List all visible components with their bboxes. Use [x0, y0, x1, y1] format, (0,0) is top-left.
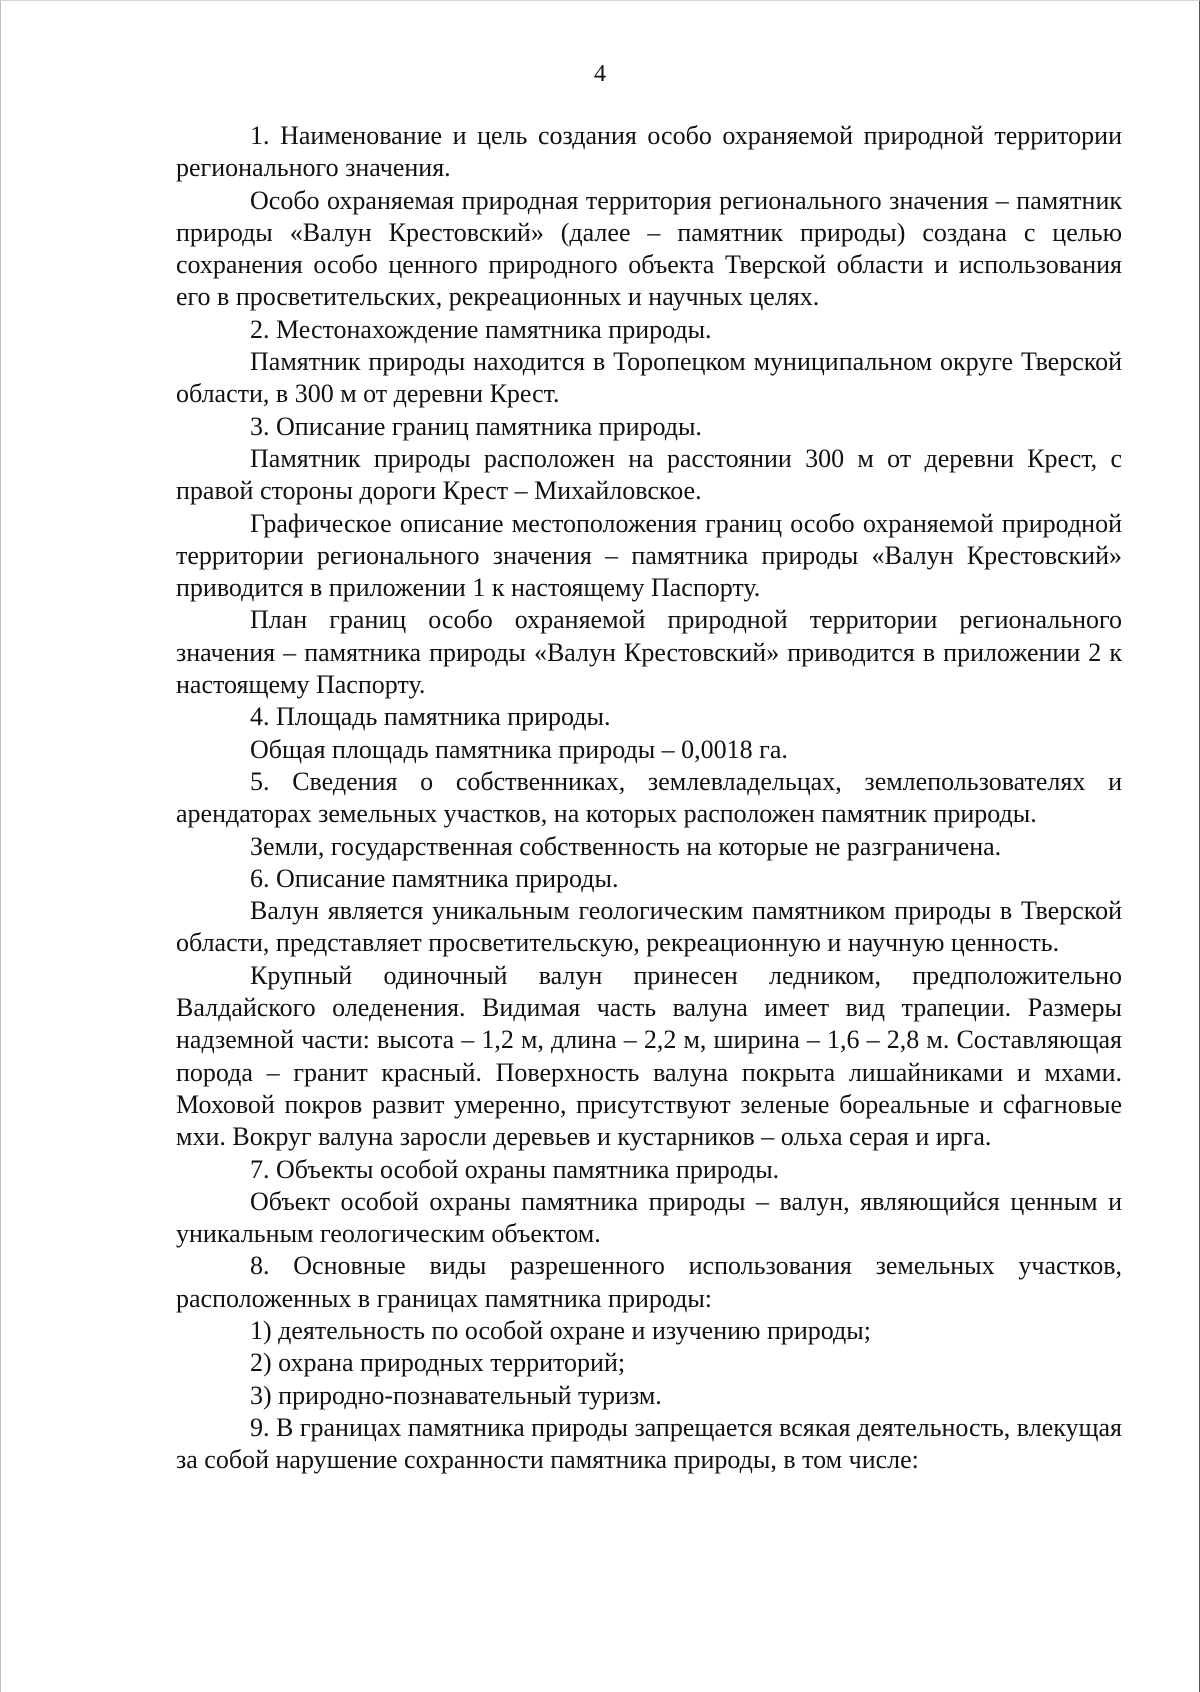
section-9-heading: 9. В границах памятника природы запрещается всякая деятельность, влекущая за собой нарушение сохранности памятника природы, в том числе:: [176, 1412, 1123, 1475]
section-8-item-2: 2) охрана природных территорий;: [250, 1348, 626, 1378]
section-1-text: Особо охраняемая природная территория регионального значения – памятник природы «Валун Крестовский» (далее – памятник природы) создана с целью сохранения особо ценного природного объекта Тверской области и использования его в просветительских, рекреационных и научных целях.: [176, 185, 1122, 312]
section-4-heading: 4. Площадь памятника природы.: [250, 702, 611, 732]
section-3-text: Памятник природы расположен на расстоянии 300 м от деревни Крест, с правой стороны дороги Крест – Михайловское.: [176, 443, 1122, 506]
section-4-text: Общая площадь памятника природы – 0,0018 га.: [250, 734, 788, 764]
section-6-heading: 6. Описание памятника природы.: [250, 863, 619, 893]
section-8-heading: 8. Основные виды разрешенного использования земельных участков, расположенных в границах памятника природы:: [176, 1251, 1122, 1313]
section-5-heading: 5. Сведения о собственниках, землевладельцах, землепользователях и арендаторах земельных участков, на которых расположен памятник природы.: [176, 766, 1122, 829]
section-3-boundary-plan: План границ особо охраняемой природной территории регионального значения – памятника природы «Валун Крестовский» приводится в приложении 2 к настоящему Паспорту.: [176, 605, 1122, 700]
section-7-text: Объект особой охраны памятника природы – валун, являющийся ценным и уникальным геологическим объектом.: [176, 1186, 1122, 1249]
section-8-item-1: 1) деятельность по особой охране и изучению природы;: [250, 1315, 871, 1345]
page-number: 4: [594, 61, 606, 87]
section-2-text: Памятник природы находится в Торопецком муниципальном округе Тверской области, в 300 м от деревни Крест.: [176, 347, 1122, 409]
section-6-boulder-description: Крупный одиночный валун принесен ледником, предположительно Валдайского оледенения. Видимая часть валуна имеет вид трапеции. Размеры надземной части: высота – 1,2 м, длина – 2,2 м, ширина – 1,6 – 2,8 м. Составляющая порода – гранит красный. Поверхность валуна покрыта лишайниками и мхами. Моховой покров развит умеренно, присутствуют зеленые бореальные и сфагновые мхи. Вокруг валуна заросли деревьев и кустарников – ольха серая и ирга.: [176, 960, 1122, 1152]
section-1-heading: 1. Наименование и цель создания особо охраняемой природной территории регионального значения.: [176, 121, 1122, 183]
section-3-graphic-description: Графическое описание местоположения границ особо охраняемой природной территории регионального значения – памятника природы «Валун Крестовский» приводится в приложении 1 к настоящему Паспорту.: [176, 508, 1122, 603]
section-5-text: Земли, государственная собственность на которые не разграничена.: [250, 831, 1002, 861]
section-7-heading: 7. Объекты особой охраны памятника природы.: [250, 1154, 780, 1184]
section-8-item-3: 3) природно-познавательный туризм.: [250, 1380, 662, 1410]
section-6-text: Валун является уникальным геологическим памятником природы в Тверской области, представляет просветительскую, рекреационную и научную ценность.: [176, 896, 1122, 958]
section-2-heading: 2. Местонахождение памятника природы.: [250, 314, 712, 344]
section-3-heading: 3. Описание границ памятника природы.: [250, 411, 702, 441]
document-body: [176, 120, 1122, 1476]
